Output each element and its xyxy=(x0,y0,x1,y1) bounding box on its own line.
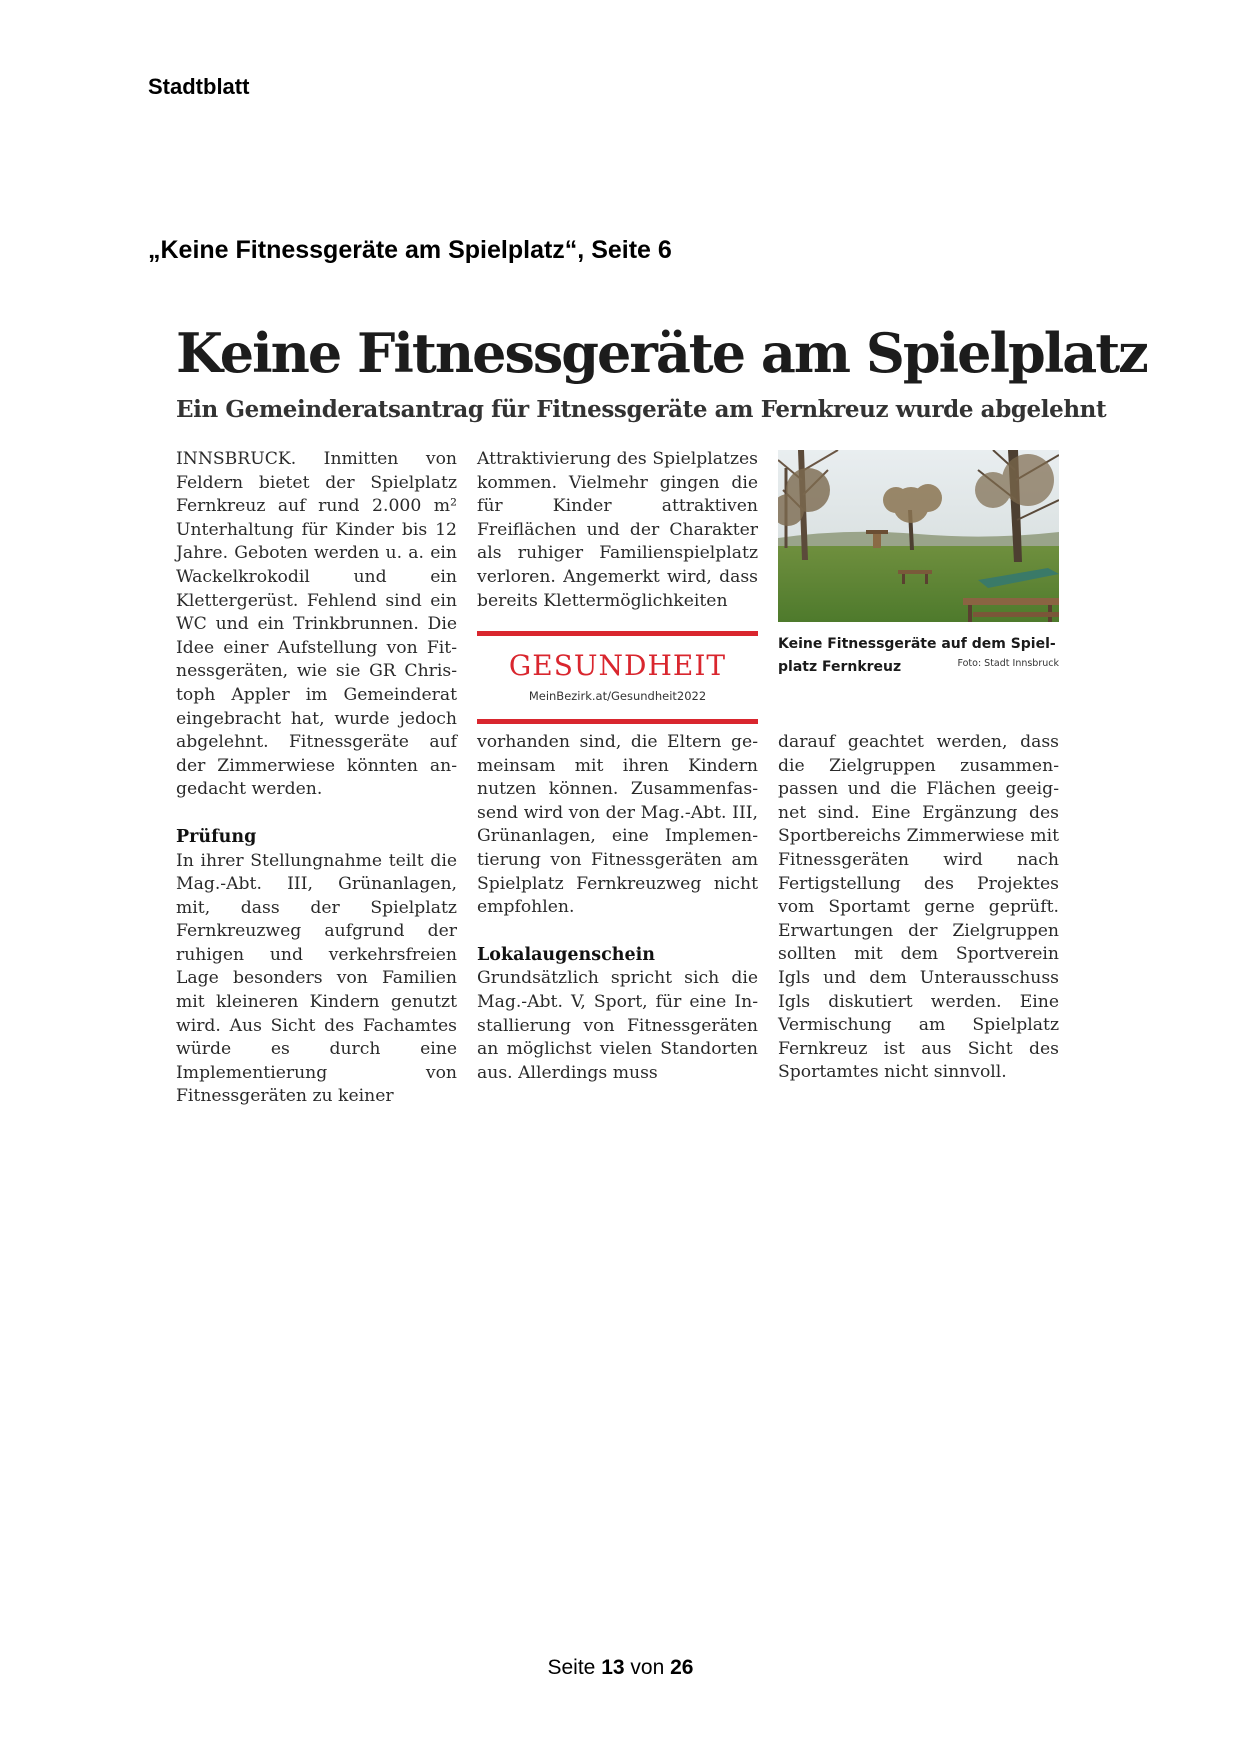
footer-middle: von xyxy=(630,1656,665,1679)
section-heading-pruefung: Prüfung xyxy=(176,826,257,847)
article-paragraph: Attraktivierung des Spielplatzes kommen. Vielmehr gingen die für Kinder attraktiven Freiflächen und der Charakter als ruhiger Familienspielplatz verloren. Angemerkt wird, dass bereits Klettermöglichkeiten xyxy=(477,449,758,611)
article-paragraph: In ihrer Stellungnahme teilt die Mag.-Abt. III, Grünanlagen, mit, dass der Spielplatz Fernkreuzweg aufgrund der ruhigen und verkehrsfreien Lage besonders von Familien mit kleineren Kindern genutzt wird. Aus Sicht des Fachamtes würde es durch eine Implementierung von Fitnessgeräten zu keiner xyxy=(176,850,457,1107)
page-footer xyxy=(0,1656,1241,1680)
article-subheadline: Ein Gemeinderatsantrag für Fitnessgeräte am Fernkreuz wurde abgelehnt xyxy=(176,396,1107,423)
photo-credit: Foto: Stadt Innsbruck xyxy=(957,658,1059,669)
promo-top-rule xyxy=(477,631,758,636)
article-column-2-top xyxy=(477,448,758,613)
playground-photo xyxy=(778,450,1059,622)
article-paragraph: vorhanden sind, die Eltern gemeinsam mit ihren Kindern nutzen können. Zusammenfassend wird von der Mag.-Abt. III, Grünanlagen, eine Implementierung von Fitnessgeräten am Spielplatz Fernkreuzweg nicht empfohlen. xyxy=(477,732,758,918)
promo-title: GESUNDHEIT xyxy=(508,649,727,682)
promo-box-gesundheit xyxy=(477,631,758,724)
article-intro-paragraph: INNSBRUCK. Inmitten von Feldern bietet der Spielplatz Fernkreuz auf rund 2.000 m² Unterhaltung für Kinder bis 12 Jahre. Geboten werden u. a. ein Wackelkrokodil und ein Klettergerüst. Fehlend sind ein WC und ein Trinkbrunnen. Die Idee einer Aufstellung von Fitnessgeräten, wie sie GR Christoph Appler im Gemeinderat eingebracht hat, wurde jedoch abgelehnt. Fitnessgeräte auf der Zimmerwiese könnten angedacht werden. xyxy=(176,449,457,800)
footer-current-page: 13 xyxy=(601,1656,625,1679)
article-paragraph: Grundsätzlich spricht sich die Mag.-Abt. V, Sport, für eine Installierung von Fitnessgeräten an möglichst vielen Standorten aus. Allerdings muss xyxy=(477,968,758,1083)
article-headline: Keine Fitnessgeräte am Spielplatz xyxy=(176,321,1147,385)
document-heading: „Keine Fitnessgeräte am Spielplatz“, Seite 6 xyxy=(148,236,672,264)
article-paragraph: darauf geachtet werden, dass die Zielgruppen zusammenpassen und die Flächen geeignet sind. Eine Ergänzung des Sportbereichs Zimmerwiese mit Fitnessgeräten wird nach Fertigstellung des Projektes vom Sportamt gerne geprüft. Erwartungen der Zielgruppen sollten mit dem Sportverein Igls und dem Unterausschuss Igls diskutiert werden. Eine Vermischung am Spielplatz Fernkreuz ist aus Sicht des Sportamtes nicht sinnvoll. xyxy=(778,732,1059,1083)
footer-prefix: Seite xyxy=(547,1656,596,1679)
source-label: Stadtblatt xyxy=(148,74,250,99)
footer-total-pages: 26 xyxy=(670,1656,694,1679)
article-column-2-bottom xyxy=(477,731,758,1085)
section-heading-lokalaugenschein: Lokalaugenschein xyxy=(477,944,655,965)
promo-bottom-rule xyxy=(477,719,758,724)
article-column-3 xyxy=(778,731,1059,1085)
photo-caption-text: Keine Fitnessgeräte auf dem Spielplatz Fernkreuz xyxy=(778,636,1056,675)
article-column-1 xyxy=(176,448,457,1109)
newspaper-clipping xyxy=(172,320,1147,1107)
photo-caption xyxy=(778,633,1059,679)
promo-url: MeinBezirk.at/Gesundheit2022 xyxy=(528,689,707,703)
